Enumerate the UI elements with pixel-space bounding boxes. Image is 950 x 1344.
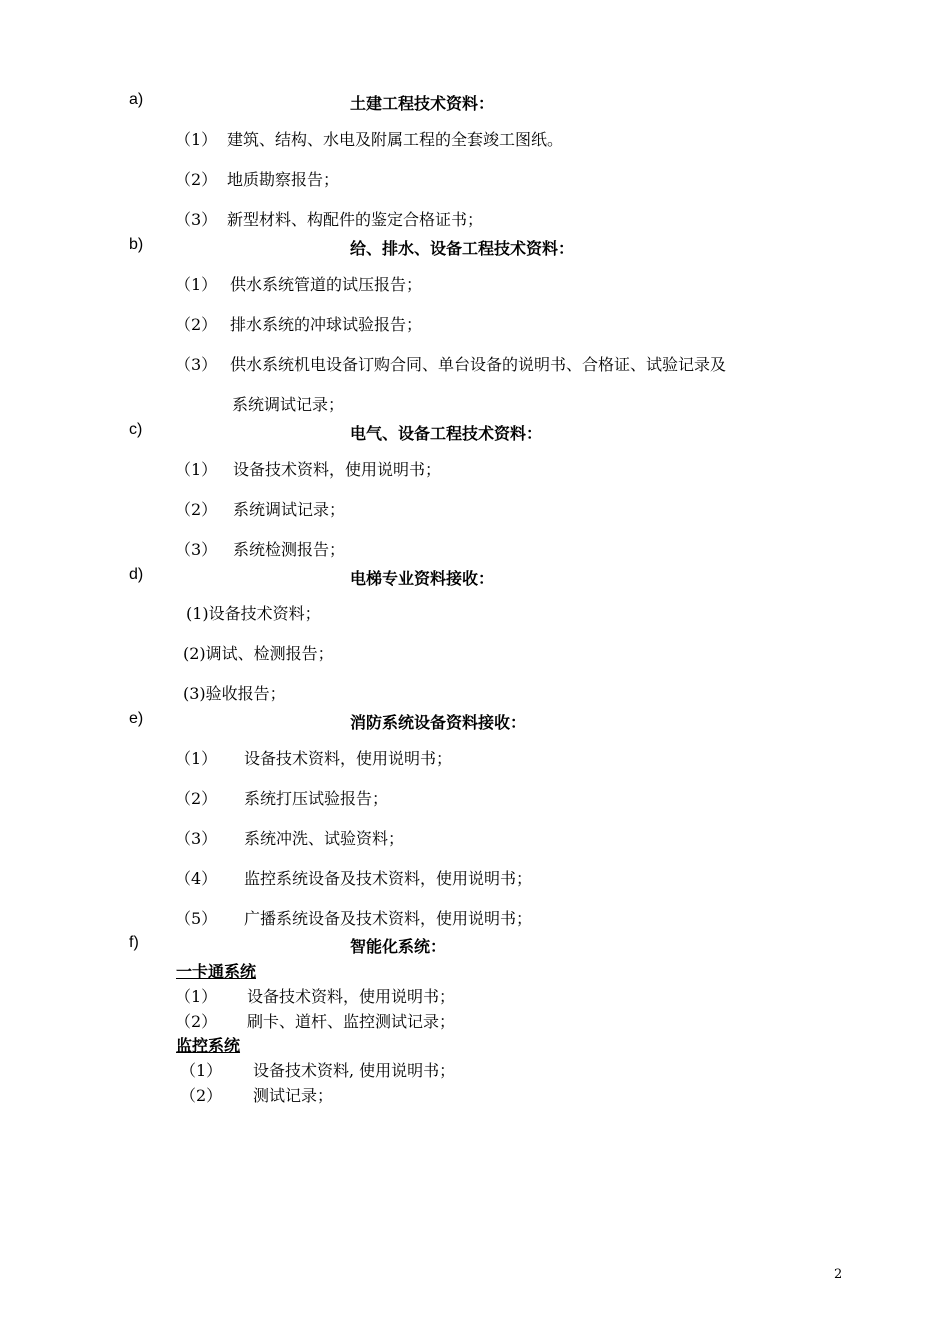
- section-e-item-3-text: 系统冲洗、试验资料；: [244, 829, 405, 848]
- section-d-item-1: (1)设备技术资料；: [186, 604, 321, 623]
- section-e-item-5-num: （5）: [175, 909, 218, 928]
- section-e-item-5-text: 广播系统设备及技术资料，使用说明书；: [244, 909, 533, 928]
- monitoring-system-item-2-text: 测试记录；: [253, 1086, 334, 1105]
- section-e-letter: e): [129, 710, 144, 727]
- card-system-item-1-num: （1）: [175, 987, 218, 1006]
- section-e-item-1-num: （1）: [175, 749, 218, 768]
- monitoring-system-item-1-text: 设备技术资料, 使用说明书；: [253, 1061, 456, 1080]
- section-b-letter: b): [129, 236, 144, 253]
- section-b-item-3-continuation: 系统调试记录；: [232, 395, 345, 414]
- section-f-letter: f): [129, 934, 139, 951]
- card-system-item-1-text: 设备技术资料，使用说明书；: [247, 987, 456, 1006]
- section-c-item-2-num: （2）: [175, 500, 218, 519]
- section-a-letter: a): [129, 91, 144, 108]
- section-b-heading: 给、排水、设备工程技术资料：: [350, 239, 575, 258]
- section-c-item-3-text: 系统检测报告；: [233, 540, 346, 559]
- section-c-heading: 电气、设备工程技术资料：: [350, 424, 543, 443]
- section-e-item-4-num: （4）: [175, 869, 218, 888]
- section-a-item-3-num: （3）: [175, 210, 218, 229]
- section-b-item-1-num: （1）: [175, 275, 218, 294]
- subsection-title-card-system: 一卡通系统: [176, 962, 257, 981]
- section-c-item-1-num: （1）: [175, 460, 218, 479]
- section-c-item-2-text: 系统调试记录；: [233, 500, 346, 519]
- section-a-item-2-num: （2）: [175, 170, 218, 189]
- section-b-item-3-text: 供水系统机电设备订购合同、单台设备的说明书、合格证、试验记录及: [230, 355, 727, 374]
- section-e-item-2-text: 系统打压试验报告；: [244, 789, 389, 808]
- section-e-item-3-num: （3）: [175, 829, 218, 848]
- section-b-item-2-text: 排水系统的冲球试验报告；: [230, 315, 423, 334]
- section-e-item-4-text: 监控系统设备及技术资料，使用说明书；: [244, 869, 533, 888]
- card-system-item-2-num: （2）: [175, 1012, 218, 1031]
- section-d-heading: 电梯专业资料接收：: [350, 569, 495, 588]
- section-d-letter: d): [129, 566, 144, 583]
- section-c-item-3-num: （3）: [175, 540, 218, 559]
- section-c-item-1-text: 设备技术资料，使用说明书；: [233, 460, 442, 479]
- section-a-item-1-num: （1）: [175, 130, 218, 149]
- monitoring-system-item-2-num: （2）: [180, 1086, 223, 1105]
- section-e-item-2-num: （2）: [175, 789, 218, 808]
- section-a-item-3-text: 新型材料、构配件的鉴定合格证书；: [227, 210, 484, 229]
- section-c-letter: c): [129, 421, 143, 438]
- section-a-heading: 土建工程技术资料：: [350, 94, 495, 113]
- monitoring-system-item-1-num: （1）: [180, 1061, 223, 1080]
- section-d-item-3: (3)验收报告；: [183, 684, 286, 703]
- section-e-heading: 消防系统设备资料接收：: [350, 713, 527, 732]
- section-f-heading: 智能化系统：: [350, 937, 447, 956]
- section-b-item-3-num: （3）: [175, 355, 218, 374]
- subsection-title-monitoring-system: 监控系统: [176, 1036, 241, 1055]
- section-a-item-2-text: 地质勘察报告；: [227, 170, 340, 189]
- section-a-item-1-text: 建筑、结构、水电及附属工程的全套竣工图纸。: [227, 130, 564, 149]
- section-e-item-1-text: 设备技术资料，使用说明书；: [244, 749, 453, 768]
- page-number: 2: [834, 1267, 843, 1282]
- section-b-item-1-text: 供水系统管道的试压报告；: [230, 275, 423, 294]
- section-b-item-2-num: （2）: [175, 315, 218, 334]
- card-system-item-2-text: 刷卡、道杆、监控测试记录；: [247, 1012, 456, 1031]
- section-d-item-2: (2)调试、检测报告；: [183, 644, 334, 663]
